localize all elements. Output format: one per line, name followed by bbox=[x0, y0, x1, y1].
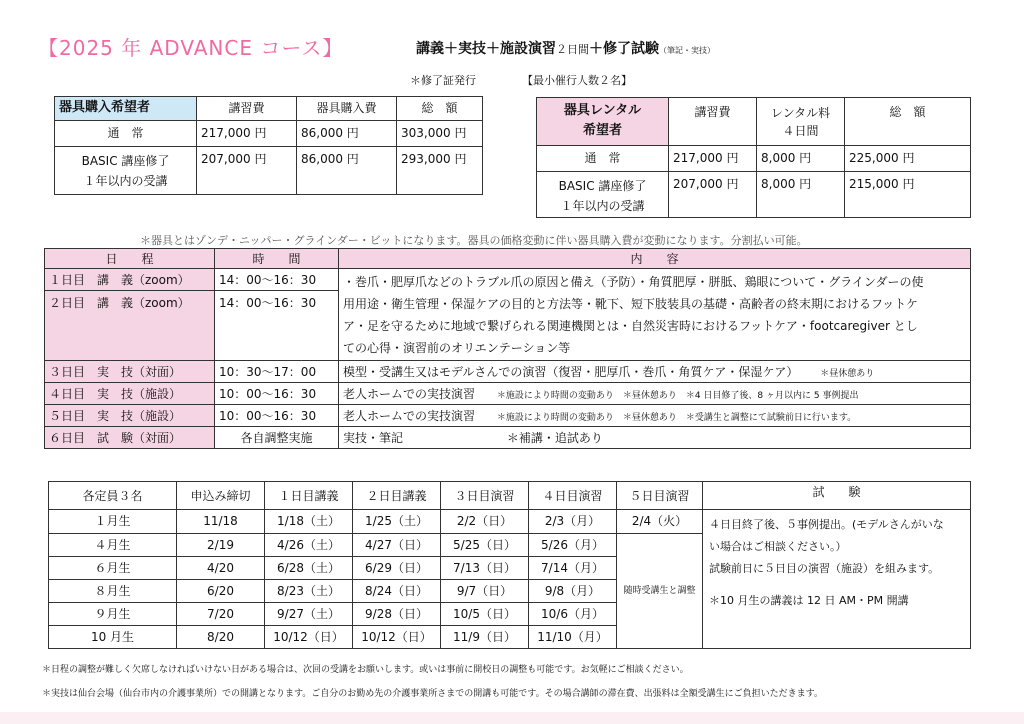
purchase-header-label: 器具購入希望者 bbox=[55, 97, 197, 121]
rental-row-label-line1: BASIC 講座修了 bbox=[558, 179, 647, 193]
dates-header-day2: ２日目講義 bbox=[353, 482, 441, 510]
rental-header-rent-line2: ４日間 bbox=[782, 124, 819, 138]
dates-header-cohort: 各定員３名 bbox=[49, 482, 177, 510]
cohort-day2: 6/29（日） bbox=[353, 557, 441, 580]
cohort-deadline: 6/20 bbox=[177, 580, 265, 603]
rental-row-label bbox=[537, 172, 669, 218]
cohort-day3: 5/25（日） bbox=[441, 534, 529, 557]
cohort-deadline: 8/20 bbox=[177, 626, 265, 649]
rental-header-rent-line1: レンタル料 bbox=[770, 106, 831, 120]
page-bottom-band bbox=[0, 712, 1024, 724]
dates-header-deadline: 申込み締切 bbox=[177, 482, 265, 510]
exam-info-line: ４日目終了後、５事例提出。(モデルさんがいな bbox=[709, 518, 944, 531]
cohort-dates-table bbox=[48, 481, 971, 649]
purchase-row-total: 293,000 円 bbox=[397, 147, 483, 195]
day3-note: ＊昼休憩あり bbox=[820, 369, 875, 379]
rental-header-fee: 講習費 bbox=[669, 98, 757, 146]
cohort-day3: 10/5（日） bbox=[441, 603, 529, 626]
rental-row-label: 通 常 bbox=[537, 146, 669, 172]
lecture-content bbox=[339, 269, 971, 361]
exam-info-line: 試験前日に５日目の演習（施設）を組みます。 bbox=[709, 562, 940, 575]
cohort-day2: 8/24（日） bbox=[353, 580, 441, 603]
cohort-label: ６月生 bbox=[49, 557, 177, 580]
schedule-header-time: 時 間 bbox=[215, 249, 339, 269]
footnote-venue: ＊実技は仙台会場（仙台市内の介護事業所）での開講となります。ご自分のお勤め先の介護事業所さまでの開講も可能です。その場合講師の滞在費、出張料は全額受講生にご負担いただきます。 bbox=[42, 689, 823, 699]
cohort-deadline: 2/19 bbox=[177, 534, 265, 557]
rental-row-total: 225,000 円 bbox=[845, 146, 971, 172]
subtitle-days: ２日間 bbox=[556, 43, 589, 56]
day3-content: 模型・受講生又はモデルさんでの演習（復習・肥厚爪・巻爪・角質ケア・保湿ケア） bbox=[343, 365, 799, 379]
minimum-people-note: 【最小催行人数２名】 bbox=[522, 74, 632, 87]
purchase-header-total: 総 額 bbox=[397, 97, 483, 121]
purchase-row-fee: 207,000 円 bbox=[197, 147, 297, 195]
course-subtitle bbox=[416, 38, 715, 58]
cohort-day4: 9/8（月） bbox=[529, 580, 617, 603]
subtitle-main: 講義＋実技＋施設演習 bbox=[416, 41, 556, 57]
cohort-day1: 6/28（土） bbox=[265, 557, 353, 580]
schedule-time-3: 10：30～17：00 bbox=[215, 361, 339, 383]
day6-note: ＊補講・追試あり bbox=[506, 431, 603, 445]
schedule-time-2: 14：00～16：30 bbox=[215, 291, 339, 361]
schedule-header-content: 内 容 bbox=[339, 249, 971, 269]
rental-row-rent: 8,000 円 bbox=[757, 146, 845, 172]
cohort-deadline: 7/20 bbox=[177, 603, 265, 626]
rental-row-total: 215,000 円 bbox=[845, 172, 971, 218]
rental-header-total: 総 額 bbox=[845, 98, 971, 146]
purchase-header-fee: 講習費 bbox=[197, 97, 297, 121]
cohort-day4: 10/6（月） bbox=[529, 603, 617, 626]
rental-header-rent bbox=[757, 98, 845, 146]
cohort-day1: 4/26（土） bbox=[265, 534, 353, 557]
day5-note: ＊施設により時間の変動あり ＊昼休憩あり ＊受講生と調整にて試験前日に行います。 bbox=[496, 413, 857, 423]
rental-row-fee: 217,000 円 bbox=[669, 146, 757, 172]
cohort-day4: 2/3（月） bbox=[529, 510, 617, 534]
rental-row-rent: 8,000 円 bbox=[757, 172, 845, 218]
purchase-row-fee: 217,000 円 bbox=[197, 121, 297, 147]
schedule-day-3: ３日目 実 技（対面） bbox=[45, 361, 215, 383]
purchase-row-equip: 86,000 円 bbox=[297, 121, 397, 147]
rental-row-fee: 207,000 円 bbox=[669, 172, 757, 218]
purchase-price-table bbox=[54, 96, 483, 195]
purchase-row-label: 通 常 bbox=[55, 121, 197, 147]
cohort-label: ８月生 bbox=[49, 580, 177, 603]
rental-row-label-line2: １年以内の受講 bbox=[560, 199, 645, 213]
exam-info-line: い場合はご相談ください。） bbox=[709, 540, 847, 553]
day4-content: 老人ホームでの実技演習 bbox=[343, 387, 476, 401]
page-title: 【2025 年 ADVANCE コース】 bbox=[38, 36, 344, 60]
schedule-time-4: 10：00～16：30 bbox=[215, 383, 339, 405]
purchase-row-label bbox=[55, 147, 197, 195]
schedule-table bbox=[44, 248, 971, 449]
lecture-content-line: 用用途・衛生管理・保湿ケアの目的と方法等・靴下、短下肢装具の基礎・高齢者の終末期におけるフットケ bbox=[343, 297, 918, 311]
cohort-day4: 11/10（月） bbox=[529, 626, 617, 649]
cohort-day4: 5/26（月） bbox=[529, 534, 617, 557]
exam-info-line: ＊10 月生の講義は 12 日 AM・PM 開講 bbox=[709, 594, 909, 607]
dates-header-day3: ３日目演習 bbox=[441, 482, 529, 510]
dates-header-day5: ５日目演習 bbox=[617, 482, 703, 510]
lecture-content-line: ての心得・演習前のオリエンテーション等 bbox=[343, 341, 571, 355]
schedule-header-day: 日 程 bbox=[45, 249, 215, 269]
purchase-row-equip: 86,000 円 bbox=[297, 147, 397, 195]
cohort-day2: 1/25（土） bbox=[353, 510, 441, 534]
rental-header-label bbox=[537, 98, 669, 146]
dates-header-day4: ４日目演習 bbox=[529, 482, 617, 510]
purchase-header-equip: 器具購入費 bbox=[297, 97, 397, 121]
schedule-time-1: 14：00～16：30 bbox=[215, 269, 339, 291]
rental-header-label-line2: 希望者 bbox=[582, 123, 622, 138]
cohort-day2: 10/12（日） bbox=[353, 626, 441, 649]
schedule-day-1: １日目 講 義（zoom） bbox=[45, 269, 215, 291]
subtitle-exam-note: （筆記・実技） bbox=[659, 46, 715, 55]
cohort-day1: 9/27（土） bbox=[265, 603, 353, 626]
cohort-day2: 9/28（日） bbox=[353, 603, 441, 626]
lecture-content-line: ・巻爪・肥厚爪などのトラブル爪の原因と備え（予防）・角質肥厚・胼胝、鶏眼について・グラインダーの使 bbox=[343, 275, 924, 289]
day5-content: 老人ホームでの実技演習 bbox=[343, 409, 476, 423]
cohort-label: ９月生 bbox=[49, 603, 177, 626]
schedule-time-6: 各自調整実施 bbox=[215, 427, 339, 449]
schedule-content-6 bbox=[339, 427, 971, 449]
cohort-day3: 11/9（日） bbox=[441, 626, 529, 649]
cohort-day1: 8/23（土） bbox=[265, 580, 353, 603]
schedule-day-5: ５日目 実 技（施設） bbox=[45, 405, 215, 427]
certificate-note: ＊修了証発行 bbox=[410, 74, 476, 87]
schedule-day-6: ６日目 試 験（対面） bbox=[45, 427, 215, 449]
exam-info bbox=[703, 510, 971, 649]
schedule-day-2: ２日目 講 義（zoom） bbox=[45, 291, 215, 361]
cohort-day1: 1/18（土） bbox=[265, 510, 353, 534]
purchase-row-label-line2: １年以内の受講 bbox=[83, 174, 168, 188]
cohort-day1: 10/12（日） bbox=[265, 626, 353, 649]
cohort-day3: 2/2（日） bbox=[441, 510, 529, 534]
day4-note: ＊施設により時間の変動あり ＊昼休憩あり ＊4 日目修了後、8 ヶ月以内に 5 事例提出 bbox=[496, 391, 859, 401]
cohort-day5: 2/4（火） bbox=[617, 510, 703, 534]
dates-header-exam: 試 験 bbox=[703, 482, 971, 510]
cohort-day2: 4/27（日） bbox=[353, 534, 441, 557]
cohort-label: 10 月生 bbox=[49, 626, 177, 649]
schedule-time-5: 10：00～16：30 bbox=[215, 405, 339, 427]
cohort-day3: 9/7（日） bbox=[441, 580, 529, 603]
footnote-schedule: ＊日程の調整が難しく欠席しなければいけない日がある場合は、次回の受講をお願いします。或いは事前に開校日の調整も可能です。お気軽にご相談ください。 bbox=[42, 665, 689, 675]
dates-header-day1: １日目講義 bbox=[265, 482, 353, 510]
day5-adjust: 随時受講生と調整 bbox=[617, 534, 703, 649]
cohort-label: ４月生 bbox=[49, 534, 177, 557]
rental-header-label-line1: 器具レンタル bbox=[563, 103, 642, 118]
cohort-label: １月生 bbox=[49, 510, 177, 534]
day6-content: 実技・筆記 bbox=[343, 431, 404, 445]
purchase-row-total: 303,000 円 bbox=[397, 121, 483, 147]
equipment-note: ＊器具とはゾンデ・ニッパー・グラインダー・ビットになります。器具の価格変動に伴い器具購入費が変動になります。分割払い可能。 bbox=[140, 234, 808, 247]
cohort-deadline: 4/20 bbox=[177, 557, 265, 580]
rental-price-table bbox=[536, 97, 971, 218]
cohort-deadline: 11/18 bbox=[177, 510, 265, 534]
schedule-day-4: ４日目 実 技（施設） bbox=[45, 383, 215, 405]
schedule-content-5 bbox=[339, 405, 971, 427]
subtitle-exam: ＋修了試験 bbox=[589, 41, 659, 57]
schedule-content-3 bbox=[339, 361, 971, 383]
cohort-day3: 7/13（日） bbox=[441, 557, 529, 580]
schedule-content-4 bbox=[339, 383, 971, 405]
purchase-row-label-line1: BASIC 講座修了 bbox=[81, 154, 170, 168]
cohort-day4: 7/14（月） bbox=[529, 557, 617, 580]
lecture-content-line: ア・足を守るために地域で繋げられる関連機関とは・自然災害時におけるフットケア・footcaregiver とし bbox=[343, 319, 918, 333]
